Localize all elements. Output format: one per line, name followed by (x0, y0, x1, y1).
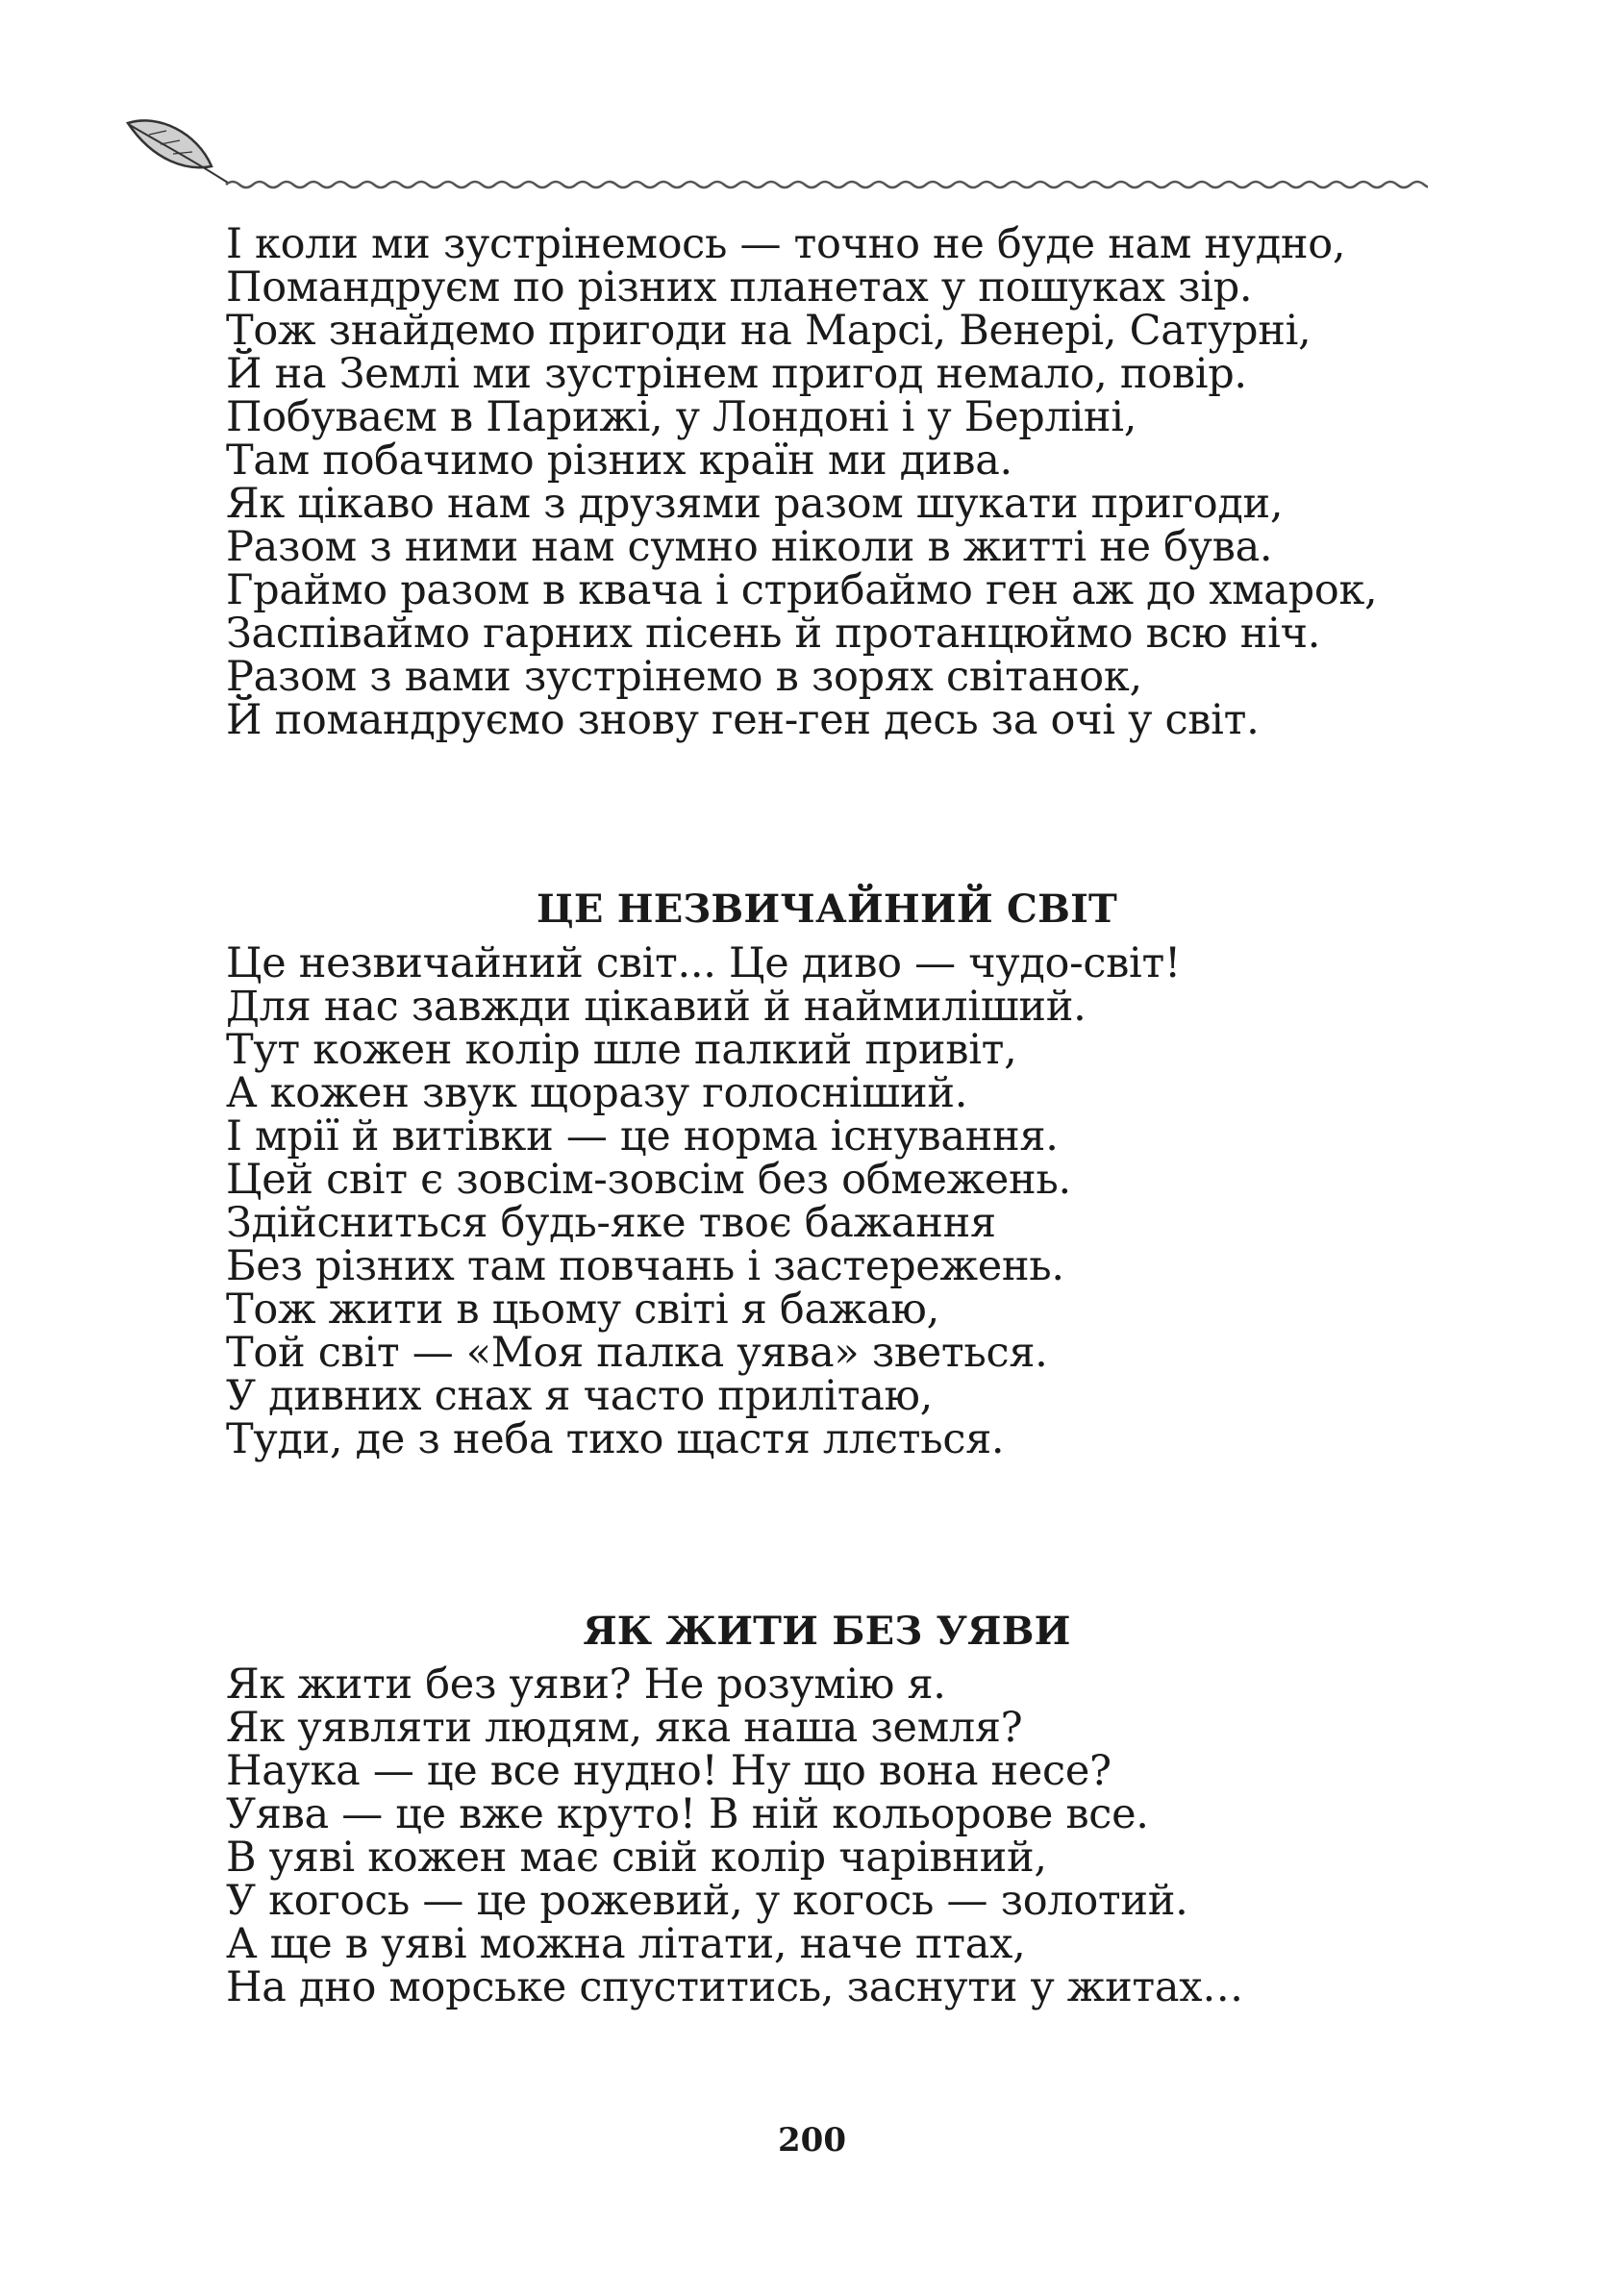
poem-line: Граймо разом в квача і стрибаймо ген аж до хмарок, (226, 566, 1378, 614)
poem-line: У когось — це рожевий, у когось — золотий. (226, 1877, 1188, 1925)
poem-line: А ще в уяві можна літати, наче птах, (226, 1920, 1026, 1968)
poem-line: У дивних снах я часто прилітаю, (226, 1372, 934, 1420)
poem-line: Разом з вами зустрінемо в зорях світанок, (226, 653, 1142, 701)
poem-line: Без різних там повчань і застережень. (226, 1242, 1064, 1290)
poem-line: І коли ми зустрінемось — точно не буде нам нудно, (226, 220, 1346, 268)
poem-line: Як жити без уяви? Не розумію я. (226, 1660, 946, 1709)
poem-line: І мрії й витівки — це норма існування. (226, 1112, 1059, 1161)
poem-line: Уява — це вже круто! В ній кольорове все. (226, 1790, 1149, 1838)
poem-line: На дно морське спуститись, заснути у житах… (226, 1963, 1243, 2011)
poem-line: Цей світ є зовсім-зовсім без обмежень. (226, 1156, 1071, 1204)
wave-divider (226, 182, 1428, 187)
poem-line: Як цікаво нам з друзями разом шукати пригоди, (226, 480, 1284, 528)
poem-line: Побуваєм в Парижі, у Лондоні і у Берліні, (226, 393, 1137, 441)
poem-line: Туди, де з неба тихо щастя ллється. (226, 1415, 1005, 1463)
poem-line: Тож знайдемо пригоди на Марсі, Венері, Сатурні, (226, 307, 1312, 355)
poem-line: А кожен звук щоразу голосніший. (226, 1069, 968, 1117)
poem-line: Це незвичайний світ... Це диво — чудо-світ! (226, 939, 1181, 987)
poem-line: Й помандруємо знову ген-ген десь за очі у світ. (226, 696, 1260, 744)
poem-1 (226, 220, 1428, 744)
poem-2-title: ЦЕ НЕЗВИЧАЙНИЙ СВІТ (537, 886, 1117, 932)
poem-2 (226, 939, 1428, 1463)
poem-line: Здійсниться будь-яке твоє бажання (226, 1199, 996, 1247)
poem-line: Тож жити в цьому світі я бажаю, (226, 1286, 939, 1334)
poem-line: Й на Землі ми зустрінем пригод немало, повір. (226, 350, 1247, 398)
header-ornament (120, 113, 1428, 200)
page-number: 200 (778, 2121, 846, 2160)
poem-line: В уяві кожен має свій колір чарівний, (226, 1834, 1047, 1882)
poem-line: Як уявляти людям, яка наша земля? (226, 1704, 1023, 1752)
poem-line: Разом з ними нам сумно ніколи в житті не бува. (226, 523, 1273, 571)
feather-icon (128, 120, 228, 183)
poem-line: Помандруєм по різних планетах у пошуках зір. (226, 263, 1253, 312)
poem-line: Для нас завжди цікавий й наймиліший. (226, 983, 1087, 1031)
poem-3 (226, 1660, 1428, 2011)
poem-line: Там побачимо різних країн ми дива. (226, 437, 1012, 485)
poem-line: Тут кожен колір шле палкий привіт, (226, 1026, 1017, 1074)
poem-line: Той світ — «Моя палка уява» зветься. (226, 1329, 1048, 1377)
poem-line: Заспіваймо гарних пісень й протанцюймо всю ніч. (226, 610, 1321, 658)
poem-3-title: ЯК ЖИТИ БЕЗ УЯВИ (583, 1609, 1071, 1654)
poem-line: Наука — це все нудно! Ну що вона несе? (226, 1747, 1112, 1795)
